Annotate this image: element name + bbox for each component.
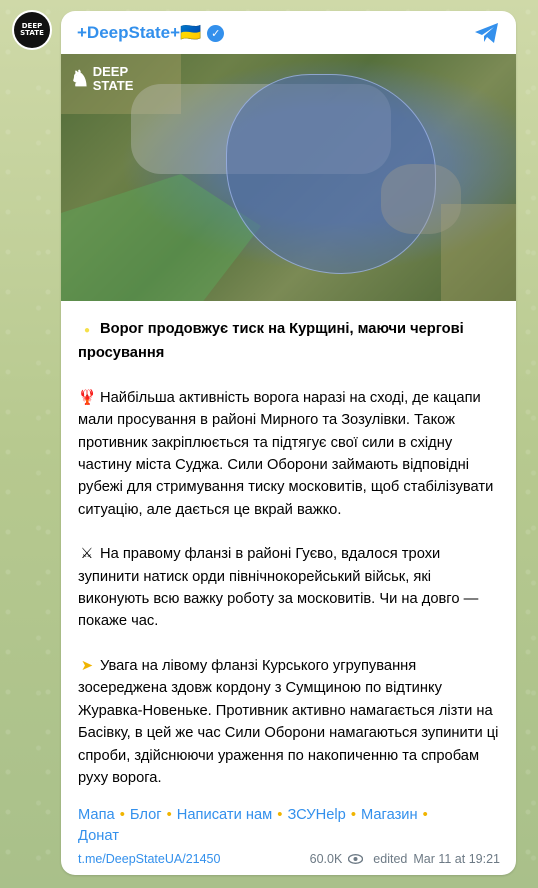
message-card (61, 11, 516, 875)
avatar-logo: DEEP STATE (14, 12, 50, 48)
verified-badge-icon: ✓ (207, 25, 224, 42)
paragraph-right-flank-text: На правому фланзі в районі Гуєво, вдалося трохи зупинити натиск орди північнокорейський військ, які виконують всю важку роботу за московитів. Чи на довго — покаже час. (78, 546, 479, 630)
post-title (78, 318, 499, 365)
separator: • (350, 807, 356, 824)
telegram-icon[interactable] (474, 22, 500, 44)
paragraph-left-flank (78, 655, 499, 789)
edited-label: edited (373, 852, 408, 866)
post-link[interactable]: t.me/DeepStateUA/21450 (78, 852, 221, 866)
separator: • (277, 807, 283, 824)
swords-icon: ⚔ (80, 546, 94, 563)
map-logo-line1: DEEP (92, 64, 129, 79)
link-blog[interactable]: Блог (129, 807, 162, 824)
links-row (61, 805, 516, 847)
lobster-icon: 🦞 (78, 389, 97, 406)
post-date: Mar 11 at 19:21 (413, 852, 500, 866)
post-title-text: Ворог продовжує тиск на Курщині, маючи чергові просування (78, 321, 464, 362)
map-image[interactable] (61, 54, 516, 301)
paragraph-east-text: Найбільша активність ворога наразі на сході, де кацапи мали просування в районі Мирного та Зозулівки. Також противник закріплюється та підтягує свої сили в східну частину міста Суджа. Сили Оборони займають відповідні рубежі для стримування тиску московитів, щоб стабілізувати ситуацію, але дається це вкрай важко. (78, 389, 494, 518)
link-shop[interactable]: Магазин (360, 807, 418, 824)
link-contact[interactable]: Написати нам (176, 807, 273, 824)
message-footer (78, 852, 500, 866)
paragraph-right-flank (78, 543, 499, 633)
arrow-icon: ➤ (80, 657, 94, 674)
separator: • (166, 807, 172, 824)
message-header (61, 11, 516, 55)
view-count: 60.0K (309, 852, 343, 866)
separator: • (422, 807, 428, 824)
channel-avatar[interactable] (12, 10, 52, 50)
map-town (381, 164, 461, 234)
link-map[interactable]: Мапа (78, 807, 115, 824)
deepstate-logo (70, 65, 133, 92)
link-donate[interactable]: Донат (78, 828, 119, 845)
message-text (61, 301, 516, 789)
link-zsuhelp[interactable]: ЗСУHelp (287, 807, 346, 824)
knight-icon: ♞ (70, 66, 90, 92)
yellow-dot-icon: ● (83, 325, 91, 336)
paragraph-east (78, 387, 499, 521)
paragraph-left-flank-text: Увага на лівому фланзі Курського угрупування зосереджена здовж кордону з Сумщиною по відтинку Журавка-Новеньке. Противник активно намагається лізти на Басівку, в цей же час Сили Оборони намагаються зупинити ці спроби, здійснюючи ураження по накопиченню та спробам руху ворога. (78, 657, 499, 786)
separator: • (119, 807, 125, 824)
map-logo-line2: STATE (92, 77, 134, 93)
eye-icon (348, 854, 363, 864)
channel-name[interactable]: +DeepState+🇺🇦 (77, 23, 202, 42)
